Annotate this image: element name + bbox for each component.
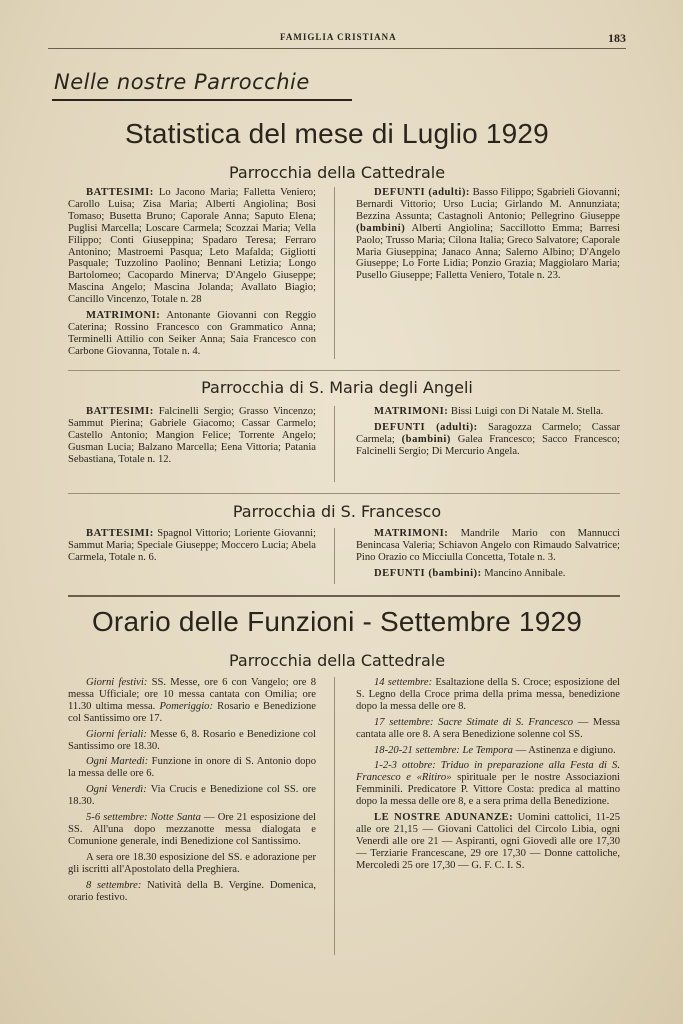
- cattedrale-right-column: [356, 187, 620, 286]
- matrimoni-label: MATRIMONI:: [374, 406, 449, 417]
- orario-title: Orario delle Funzioni - Settembre 1929: [91, 606, 583, 637]
- angeli-matrimoni: [356, 406, 620, 418]
- angeli-right-column: [356, 406, 620, 462]
- s18-label: 18-20-21 settembre: Le Tempora: [374, 744, 513, 756]
- s17-text: — Messa cantata alle ore 8. A sera Benedizione solenne col SS.: [356, 716, 620, 740]
- section-label: Nelle nostre Parrocchie: [54, 70, 310, 94]
- venerdi-label: Ogni Venerdì:: [86, 784, 147, 796]
- matrimoni-list: Bissi Luigi con Di Natale M. Stella.: [448, 406, 604, 417]
- orario-left-column: [68, 677, 316, 907]
- orario-heading: Parrocchia della Cattedrale: [228, 651, 446, 670]
- festivi-text: SS. Messe, ore 6 con Vangelo; ore 8 messa Ufficiale; ore 10 messa cantata con Omilia; ore 11.30 ultima messa.: [68, 677, 316, 712]
- ott-text: spirituale per le nostre Associazioni Femminili. Predicatore P. Vittore Costa: predica al mattino dopo la messa delle ore 8, e a sera prima della Benedizione.: [356, 772, 620, 808]
- defunti-list: Mancino Annibale.: [481, 567, 566, 579]
- running-head: [48, 31, 626, 47]
- orario-tempora: [356, 745, 620, 757]
- battesimi-list: Lo Jacono Maria; Falletta Veniero; Carollo Luisa; Zisa Maria; Alberti Angiolina; Bosi Tomaso; Busetta Bruno; Caporale Anna; Saputo Elena; Puglisi Marcella; Loscare Carmela; Scozzai Maria; Vella Filippo; Conti Giuseppina; Spadaro Teresa; Ferraro Antonino; Mastroemi Pasqua; Leto Mafalda; Gigliotti Pasquale; Tuzzolino Paolino; Bennani Letizia; Longo Bartolomeo; Cacopardo Minerva; D'Angelo Giuseppe; Mascina Angelo; Mascina Jolanda; Avallato Biagio; Cancillo Vincenzo, Totale n. 28: [68, 187, 316, 306]
- cattedrale-heading: Parrocchia della Cattedrale: [228, 163, 446, 182]
- feriali-label: Giorni feriali:: [86, 728, 147, 740]
- defunti-bambini-list: Galea Francesco; Sacco Francesco; Falcinelli Sergio; Di Mercurio Angela.: [356, 433, 620, 457]
- s14-label: 14 settembre:: [374, 677, 433, 688]
- bambini-label: (bambini): [356, 222, 406, 234]
- s14-text: Esaltazione della S. Croce; esposizione del S. Legno della Croce prima della prima messa, benedizione dopo la messa delle ore 8.: [356, 677, 621, 712]
- statistica-title: Statistica del mese di Luglio 1929: [125, 118, 549, 149]
- cattedrale-matrimoni: [68, 310, 316, 358]
- angeli-left-column: [68, 406, 316, 470]
- defunti-label: DEFUNTI (adulti):: [374, 187, 470, 198]
- orario-sera: A sera ore 18.30 esposizione del SS. e adorazione per gli iscritti all'Apostolato della Preghiera.: [68, 851, 316, 875]
- venerdi-text: Via Crucis e Benedizione col SS. ore 18.30.: [68, 784, 316, 808]
- bambini-label: (bambini): [401, 433, 451, 445]
- martedi-text: Funzione in onore di S. Antonio dopo la messa delle ore 6.: [68, 756, 317, 780]
- orario-feriali: [68, 729, 316, 753]
- angeli-defunti: [356, 422, 620, 458]
- pomeriggio-label: Pomeriggio:: [159, 700, 213, 712]
- cattedrale-battesimi: [68, 187, 316, 306]
- s18-text: — Astinenza e digiuno.: [512, 744, 616, 756]
- defunti-label: DEFUNTI (adulti):: [374, 421, 478, 433]
- matrimoni-label: MATRIMONI:: [86, 310, 161, 322]
- angeli-battesimi: [68, 406, 316, 466]
- orario-14-settembre: [356, 677, 620, 713]
- orario-notte-santa: [68, 812, 316, 848]
- s8-label: 8 settembre:: [86, 879, 142, 891]
- header-rule: [48, 48, 626, 49]
- orario-festivi: [68, 677, 316, 725]
- battesimi-list: Falcinelli Sergio; Grasso Vincenzo; Sammut Pierina; Gabriele Giacomo; Cassar Carmelo; Castello Antonio; Mangion Felice; Torrente Angelo; Gusman Lucia; Balzano Marcella; Eena Vittoria; Patania Sebastiana, Totale n. 12.: [68, 406, 316, 465]
- notte-text: — Ore 21 esposizione del SS. All'una dopo mezzanotte messa dialogata e Comunione generale, indi Benedizione col Santissimo.: [68, 812, 316, 847]
- cattedrale-left-column: [68, 187, 316, 362]
- battesimi-list: Spagnol Vittorio; Loriente Giovanni; Sammut Maria; Speciale Giuseppe; Moccero Lucia; Abela Carmela, Totale n. 6.: [68, 528, 316, 563]
- pomeriggio-text: Rosario e Benedizione col Santissimo ore 17.: [68, 700, 316, 724]
- francesco-right-column: [356, 528, 620, 584]
- defunti-adulti-list: Basso Filippo; Sgabrieli Giovanni; Bernardi Vittorio; Urso Lucia; Girlando M. Annunziata; Bezzina Assunta; Castagnoli Antonio; Pellegrino Giuseppe: [356, 187, 621, 222]
- orario-triduo: [356, 760, 620, 808]
- battesimi-label: BATTESIMI:: [86, 406, 154, 417]
- cattedrale-defunti: [356, 187, 620, 282]
- column-divider: [334, 528, 335, 584]
- column-divider: [334, 187, 335, 359]
- battesimi-label: BATTESIMI:: [86, 528, 154, 539]
- francesco-matrimoni: [356, 528, 620, 564]
- section-divider: [68, 370, 620, 371]
- angeli-heading: Parrocchia di S. Maria degli Angeli: [201, 378, 473, 397]
- defunti-bambini-list: Alberti Angiolina; Saccillotto Emma; Barresi Paolo; Trusso Maria; Cilona Italia; Greco Salvatore; Caporale Maria Giuseppina; Janaco Anna; Salerno Albino; D'Angelo Giuseppe; Lo Forte Lidia; Ponzio Grazia; Maggiolaro Maria; Pusello Giuseppe; Falletta Veniero, Totale n. 23.: [356, 222, 620, 282]
- s17-label: 17 settembre: Sacre Stimate di S. Francesco: [374, 716, 574, 728]
- page-number: 183: [608, 31, 626, 45]
- orario-8-settembre: [68, 880, 316, 904]
- notte-label: 5-6 settembre: Notte Santa: [86, 812, 201, 824]
- section-label-underline: [52, 99, 352, 101]
- francesco-heading: Parrocchia di S. Francesco: [232, 502, 442, 521]
- feriali-text: Messe 6, 8. Rosario e Benedizione col Santissimo ore 18.30.: [68, 728, 316, 752]
- francesco-left-column: [68, 528, 316, 568]
- francesco-defunti: [356, 568, 620, 580]
- adunanze-label: LE NOSTRE ADUNANZE:: [374, 812, 514, 824]
- orario-martedi: [68, 756, 316, 780]
- matrimoni-list: Mandrile Mario con Mannucci Benincasa Valeria; Schiavon Angelo con Rimaudo Salvatrice; Pino Orazio co Micciulla Concetta, Totale n. 3.: [356, 528, 620, 563]
- running-title: FAMIGLIA CRISTIANA: [280, 32, 397, 42]
- magazine-page: [48, 0, 626, 1024]
- festivi-label: Giorni festivi:: [86, 677, 148, 688]
- column-divider: [334, 406, 335, 482]
- martedi-label: Ogni Martedi:: [86, 756, 149, 768]
- orario-venerdi: [68, 784, 316, 808]
- section-divider: [68, 493, 620, 494]
- ott-label: 1-2-3 ottobre: Triduo in preparazione alla Festa di S. Francesco e «Ritiro»: [356, 760, 620, 784]
- orario-adunanze: [356, 812, 620, 872]
- battesimi-label: BATTESIMI:: [86, 187, 154, 198]
- orario-17-settembre: [356, 717, 620, 741]
- column-divider: [334, 677, 335, 955]
- matrimoni-label: MATRIMONI:: [374, 528, 449, 539]
- matrimoni-list: Antonante Giovanni con Reggio Caterina; Rossino Francesco con Grammatico Anna; Terminelli Attilio con Seiker Anna; Saia Francesco con Carbone Giovanna, Totale n. 4.: [68, 310, 316, 357]
- major-divider: [68, 595, 620, 597]
- adunanze-text: Uomini cattolici, 11-25 alle ore 21,15 — Giovani Cattolici del Circolo Libia, ogni Venerdì alle ore 21 — Aspiranti, ogni Giovedì alle ore 17,30 — Terziarie Francescane, 29 ore 17,30 — Donne cattoliche, Mercoledì 25 ore 17,30 — G. F. C. I. S.: [356, 812, 620, 871]
- defunti-label: DEFUNTI (bambini):: [374, 567, 482, 579]
- francesco-battesimi: [68, 528, 316, 564]
- s8-text: Natività della B. Vergine. Domenica, orario festivo.: [68, 879, 317, 903]
- orario-right-column: [356, 677, 620, 876]
- defunti-adulti-list: Saragozza Carmelo; Cassar Carmela;: [356, 421, 621, 445]
